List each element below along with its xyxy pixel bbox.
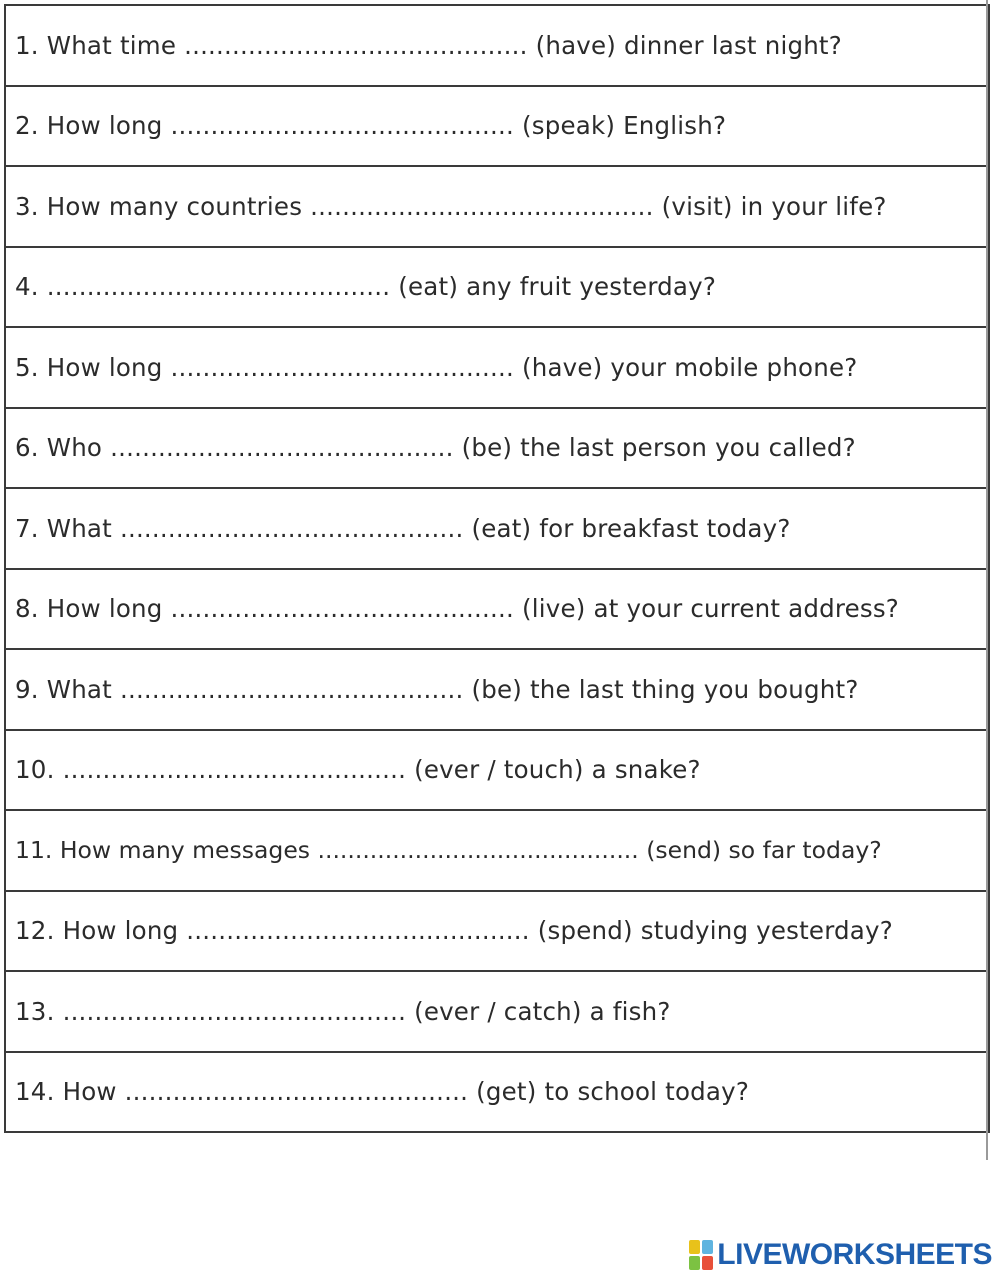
question-number: 8.: [15, 594, 39, 624]
answer-blank[interactable]: ...........................................: [184, 30, 528, 60]
question-row-14: [6, 1053, 988, 1134]
question-suffix: (spend) studying yesterday?: [537, 916, 893, 946]
question-suffix: (have) dinner last night?: [535, 30, 842, 60]
question-number: 9.: [15, 674, 39, 704]
answer-blank[interactable]: ...........................................: [62, 755, 407, 785]
answer-blank[interactable]: ...........................................: [170, 111, 514, 141]
question-row-7: [6, 489, 988, 570]
question-row-12: [6, 892, 988, 973]
page-edge-divider: [986, 0, 1000, 1160]
answer-blank[interactable]: ...........................................: [310, 191, 654, 221]
question-row-8: [6, 570, 988, 651]
question-row-6: [6, 409, 988, 490]
question-suffix: (ever / touch) a snake?: [414, 755, 701, 785]
question-row-5: [6, 328, 988, 409]
answer-blank[interactable]: ...........................................: [46, 272, 391, 302]
question-number: 6.: [15, 433, 39, 463]
answer-blank[interactable]: ...........................................: [119, 513, 464, 543]
question-suffix: (eat) any fruit yesterday?: [398, 272, 717, 302]
question-suffix: (ever / catch) a fish?: [414, 996, 671, 1026]
question-row-3: [6, 167, 988, 248]
answer-blank[interactable]: ...........................................: [317, 836, 639, 865]
question-prefix: How long: [46, 111, 163, 141]
question-suffix: (get) to school today?: [476, 1077, 750, 1107]
question-row-11: [6, 811, 988, 892]
question-prefix: How long: [62, 916, 179, 946]
answer-blank[interactable]: ...........................................: [62, 996, 407, 1026]
liveworksheets-logo-icon: [689, 1240, 713, 1270]
question-prefix: How long: [46, 352, 163, 382]
question-prefix: Who: [46, 433, 103, 463]
question-number: 4.: [15, 272, 39, 302]
question-prefix: What: [46, 513, 112, 543]
answer-blank[interactable]: ...........................................: [170, 352, 514, 382]
question-number: 3.: [15, 191, 39, 221]
answer-blank[interactable]: ...........................................: [110, 433, 454, 463]
question-number: 12.: [15, 916, 55, 946]
question-number: 1.: [15, 30, 39, 60]
question-row-9: [6, 650, 988, 731]
logo-text: LIVEWORKSHEETS: [717, 1238, 992, 1271]
question-suffix: (live) at your current address?: [521, 594, 899, 624]
question-suffix: (send) so far today?: [646, 836, 882, 865]
question-number: 13.: [15, 996, 55, 1026]
worksheet-table: [4, 4, 990, 1133]
answer-blank[interactable]: ...........................................: [119, 674, 464, 704]
question-row-4: [6, 248, 988, 329]
question-prefix: What: [46, 674, 112, 704]
question-row-10: [6, 731, 988, 812]
answer-blank[interactable]: ...........................................: [124, 1077, 469, 1107]
answer-blank[interactable]: ...........................................: [170, 594, 514, 624]
answer-blank[interactable]: ...........................................: [186, 916, 530, 946]
question-suffix: (speak) English?: [521, 111, 727, 141]
question-number: 14.: [15, 1077, 55, 1107]
question-prefix: How many countries: [46, 191, 303, 221]
question-number: 7.: [15, 513, 39, 543]
question-row-13: [6, 972, 988, 1053]
question-suffix: (have) your mobile phone?: [521, 352, 858, 382]
question-number: 11.: [15, 836, 53, 865]
question-number: 2.: [15, 111, 39, 141]
question-suffix: (visit) in your life?: [661, 191, 887, 221]
question-suffix: (eat) for breakfast today?: [471, 513, 791, 543]
question-row-2: [6, 87, 988, 168]
question-suffix: (be) the last person you called?: [461, 433, 856, 463]
question-prefix: How long: [46, 594, 163, 624]
question-prefix: What time: [46, 30, 177, 60]
question-number: 10.: [15, 755, 55, 785]
liveworksheets-logo[interactable]: [689, 1238, 992, 1272]
question-prefix: How many messages: [59, 836, 311, 865]
question-prefix: How: [62, 1077, 117, 1107]
question-suffix: (be) the last thing you bought?: [471, 674, 859, 704]
question-row-1: [6, 6, 988, 87]
question-number: 5.: [15, 352, 39, 382]
